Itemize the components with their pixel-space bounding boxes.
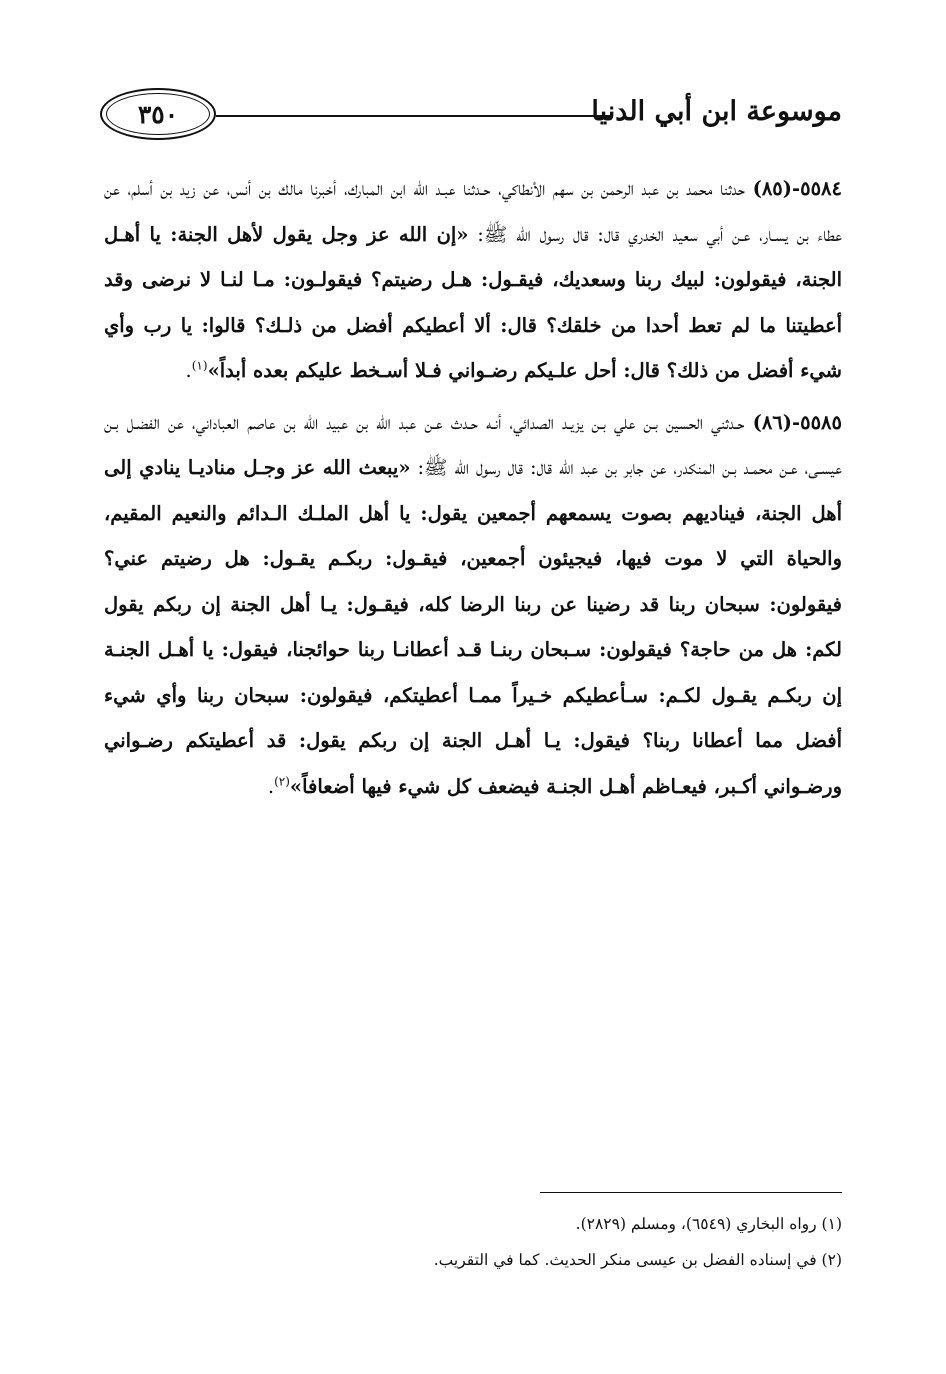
hadith-sub-number: -(٨٥) [752, 177, 801, 200]
page-number: ٣٥٠ [137, 99, 179, 129]
hadith-sub-number: -(٨٦) [752, 410, 801, 434]
hadith-paragraph-5585 [104, 400, 842, 810]
footnote-1: (١) رواه البخاري (٦٥٤٩)، ومسلم (٢٨٢٩). [575, 1215, 842, 1233]
paragraph-end: . [267, 774, 275, 798]
hadith-number: ٥٥٨٥ [800, 410, 842, 434]
footnote-ref: (٢) [274, 774, 290, 788]
main-text [104, 166, 842, 809]
isnad-text: حـدثني الحسين بـن علي بـن يزيـد الصدائي، أنـه حـدث عـن عبد الله بن عبيد الله بن عاصم العباداني، عن الفضـل بـن عيسـى، عـن محمـد بـن المنكدر، عن جابر بن عبد الله قال: قال رسول الله ﷺ: [104, 410, 842, 479]
footnote-2: (٢) في إسناده الفضل بن عيسى منكر الحديث. كما في التقريب. [433, 1251, 842, 1269]
isnad-text: حدثنا محمد بن عبد الرحمن بن سهم الأنطاكي، حـدثنا عبـد الله ابن المبارك، أخبرنا مالك بن أنس، عن زيد بن أسلم، عن عطاء بن يسـار، عـن أبي سعيد الخدري قال: قال رسول الله ﷺ: [104, 177, 842, 246]
page-header [100, 84, 842, 148]
hadith-number: ٥٥٨٤ [800, 177, 842, 200]
running-title: موسوعة ابن أبي الدنيا [591, 96, 842, 127]
footnote-separator [540, 1192, 842, 1193]
header-rule [216, 115, 610, 117]
hadith-text: «إن الله عز وجل يقول لأهل الجنة: يا أهـل الجنة، فيقولون: لبيك ربنا وسعديك، فيقـول: هـل رضيتم؟ فيقولـون: مـا لنـا لا نرضى وقد أعطيتنا ما لم تعط أحدا من خلقك؟ قال: ألا أعطيكم أفضل من ذلـك؟ قالوا: يا رب وأي شيء أفضل من ذلك؟ قال: أحل علـيكم رضـواني فـلا أسـخط عليكم بعده أبداً» [104, 222, 842, 382]
hadith-paragraph-5584 [104, 166, 842, 394]
paragraph-end: . [185, 359, 192, 382]
page-number-oval [100, 88, 216, 140]
footnotes [104, 1206, 842, 1278]
footnote-ref: (١) [191, 358, 208, 373]
hadith-text: «يبعث الله عز وجـل مناديـا ينادي إلى أهل الجنة، فيناديهم بصوت يسمعهم أجمعين يقول: يا أهل الملـك الـدائم والنعيم المقيم، والحياة التي لا موت فيها، فيجيئون أجمعين، فيقـول: ربكـم يقـول: هل رضيتم عني؟ فيقولون: سبحان ربنا قد رضينا عن ربنا الرضا كله، فيقـول: يـا أهل الجنة إن ربكم يقول لكم: هل من حاجة؟ فيقولون: سـبحان ربنـا قـد أعطانـا ربنا حوائجنا، فيقول: يا أهـل الجنـة إن ربكـم يقـول لكـم: سـأعطيكم خـيراً ممـا أعطيتكم، فيقولون: سبحان ربنا وأي شيء أفضل مما أعطانا ربنا؟ فيقول: يـا أهـل الجنة إن ربكم يقول: قد أعطيتكم رضـواني ورضـواني أكـبر، فيعـاظم أهـل الجنـة فيضعف كل شيء فيها أضعافاً» [104, 456, 842, 798]
